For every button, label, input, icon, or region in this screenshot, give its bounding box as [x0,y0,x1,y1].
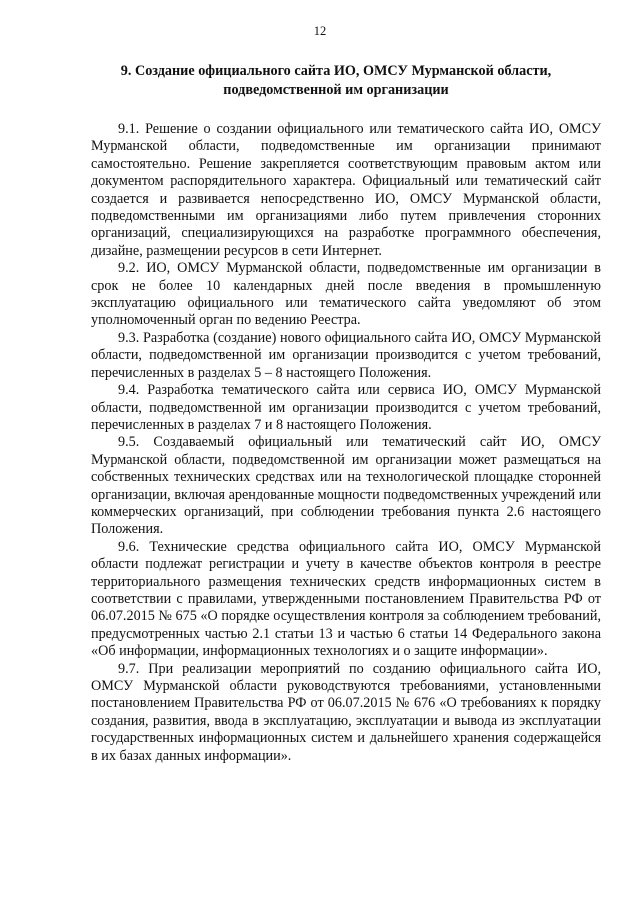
page-number: 12 [313,24,327,38]
paragraph-9-4: 9.4. Разработка тематического сайта или сервиса ИО, ОМСУ Мурманской области, подведомственной им организации производится с учетом требований, перечисленных в разделах 7 и 8 настоящего Положения. [91,382,601,433]
paragraph-9-5: 9.5. Создаваемый официальный или тематический сайт ИО, ОМСУ Мурманской области, подведомственной им организации может размещаться на собственных технических средствах или на технологической площадке сторонней организации, включая арендованные мощности подведомственных учреждений или коммерческих организаций, при соблюдении требования пункта 2.6 настоящего Положения. [91,434,601,538]
document-body [91,121,601,765]
paragraph-9-2: 9.2. ИО, ОМСУ Мурманской области, подведомственные им организации в срок не более 10 календарных дней после введения в промышленную эксплуатацию официального или тематического сайта уведомляют об этом уполномоченный орган по ведению Реестра. [91,260,601,329]
section-title: 9. Создание официального сайта ИО, ОМСУ Мурманской области, подведомственной им организации [120,63,552,98]
paragraph-9-3: 9.3. Разработка (создание) нового официального сайта ИО, ОМСУ Мурманской области, подведомственной им организации производится с учетом требований, перечисленных в разделах 5 – 8 настоящего Положения. [91,329,601,381]
paragraph-9-7: 9.7. При реализации мероприятий по созданию официального сайта ИО, ОМСУ Мурманской области руководствуются требованиями, установленными постановлением Правительства РФ от 06.07.2015 № 676 «О требованиях к порядку создания, развития, ввода в эксплуатацию, эксплуатации и вывода из эксплуатации государственных информационных систем и дальнейшего хранения содержащейся в их базах данных информации». [91,660,601,764]
paragraph-9-1: 9.1. Решение о создании официального или тематического сайта ИО, ОМСУ Мурманской области, подведомственные им организации принимают самостоятельно. Решение закрепляется соответствующим правовым актом или документом распорядительного характера. Официальный или тематический сайт создается и развивается непосредственно ИО, ОМСУ Мурманской области, подведомственными им организациями либо путем привлечения сторонних организаций, специализирующихся на разработке программного обеспечения, дизайне, размещении ресурсов в сети Интернет. [91,121,601,259]
paragraph-9-6: 9.6. Технические средства официального сайта ИО, ОМСУ Мурманской области подлежат регистрации и учету в качестве объектов контроля в реестре территориального размещения технических средств информационных систем в соответствии с правилами, утвержденными постановлением Правительства РФ от 06.07.2015 № 675 «О порядке осуществления контроля за соблюдением требований, предусмотренных частью 2.1 статьи 13 и частью 6 статьи 14 Федерального закона «Об информации, информационных технологиях и о защите информации». [91,538,601,660]
